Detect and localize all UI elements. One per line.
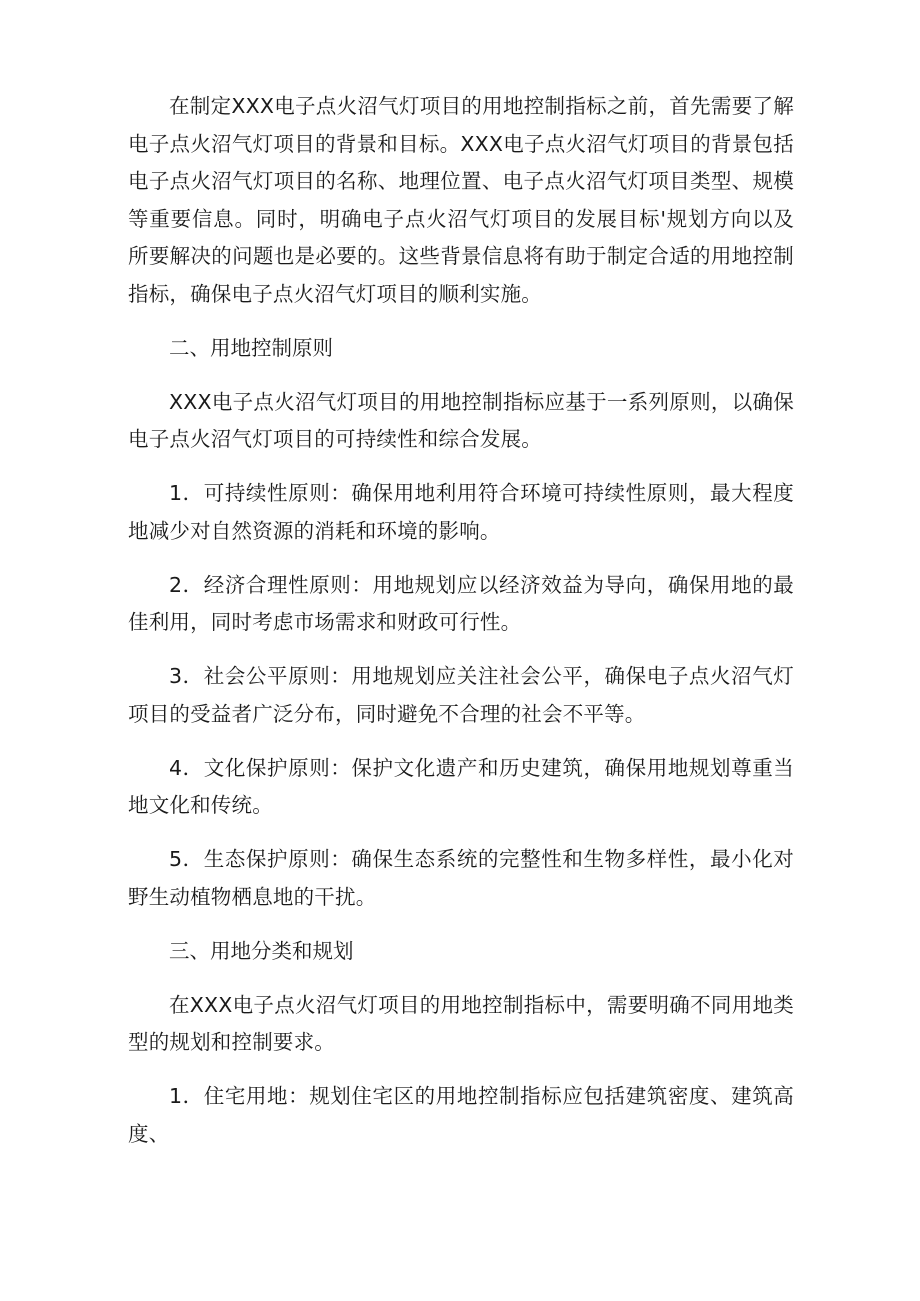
section-heading-land-classification: 三、用地分类和规划	[169, 938, 354, 963]
document-body	[128, 88, 794, 1170]
principle-social-fairness: 3．社会公平原则：用地规划应关注社会公平，确保电子点火沼气灯项目的受益者广泛分布，同时避免不合理的社会不平等。	[128, 664, 794, 726]
classification-intro-paragraph: 在XXX电子点火沼气灯项目的用地控制指标中，需要明确不同用地类型的规划和控制要求。	[128, 992, 794, 1054]
principle-ecological-protection: 5．生态保护原则：确保生态系统的完整性和生物多样性，最小化对野生动植物栖息地的干扰。	[128, 847, 794, 909]
principles-intro-paragraph: XXX电子点火沼气灯项目的用地控制指标应基于一系列原则，以确保电子点火沼气灯项目的可持续性和综合发展。	[128, 389, 794, 451]
principle-economic-rationality: 2．经济合理性原则：用地规划应以经济效益为导向，确保用地的最佳利用，同时考虑市场需求和财政可行性。	[128, 572, 794, 634]
intro-paragraph: 在制定XXX电子点火沼气灯项目的用地控制指标之前，首先需要了解电子点火沼气灯项目的背景和目标。XXX电子点火沼气灯项目的背景包括电子点火沼气灯项目的名称、地理位置、电子点火沼气灯项目类型、规模等重要信息。同时，明确电子点火沼气灯项目的发展目标'规划方向以及所要解决的问题也是必要的。这些背景信息将有助于制定合适的用地控制指标，确保电子点火沼气灯项目的顺利实施。	[128, 94, 794, 306]
residential-land-paragraph: 1．住宅用地：规划住宅区的用地控制指标应包括建筑密度、建筑高度、	[128, 1084, 794, 1146]
section-heading-land-control-principles: 二、用地控制原则	[169, 335, 333, 360]
principle-cultural-protection: 4．文化保护原则：保护文化遗产和历史建筑，确保用地规划尊重当地文化和传统。	[128, 755, 794, 817]
principle-sustainability: 1．可持续性原则：确保用地利用符合环境可持续性原则，最大程度地减少对自然资源的消耗和环境的影响。	[128, 481, 794, 543]
